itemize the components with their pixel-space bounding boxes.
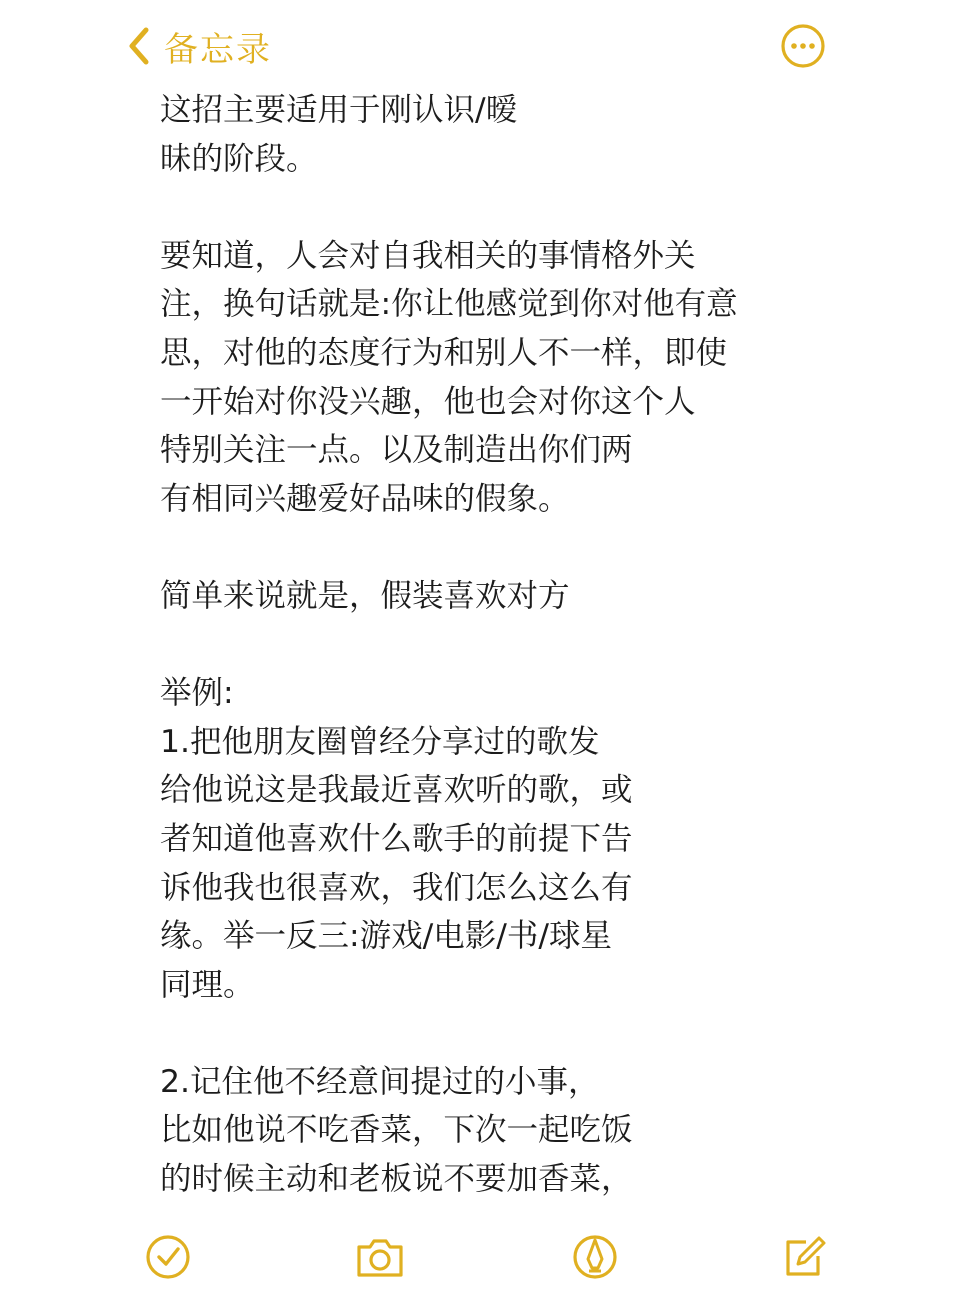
bottom-toolbar	[0, 1220, 972, 1295]
note-line: 一开始对你没兴趣，他也会对你这个人	[160, 383, 696, 420]
note-line: 简单来说就是，假装喜欢对方	[160, 577, 570, 614]
note-line: 同理。	[160, 966, 255, 1003]
blank-line	[160, 523, 820, 572]
note-line: 1.把他朋友圈曾经分享过的歌发	[160, 723, 600, 760]
more-ellipsis-icon	[780, 23, 826, 69]
checkmark-circle-icon	[141, 1230, 195, 1284]
pen-tip-circle-icon	[568, 1230, 622, 1284]
compose-button[interactable]	[776, 1230, 830, 1284]
markup-button[interactable]	[568, 1230, 622, 1284]
back-label: 备忘录	[164, 29, 272, 70]
note-line: 思，对他的态度行为和别人不一样，即使	[160, 334, 728, 371]
note-line: 特别关注一点。以及制造出你们两	[160, 432, 633, 469]
note-line: 诉他我也很喜欢，我们怎么这么有	[160, 869, 633, 906]
chevron-left-icon	[124, 24, 154, 68]
blank-line	[160, 1009, 820, 1058]
note-body[interactable]	[160, 86, 820, 1204]
compose-icon	[776, 1230, 830, 1284]
note-line: 有相同兴趣爱好品味的假象。	[160, 480, 570, 517]
note-line: 给他说这是我最近喜欢听的歌，或	[160, 772, 633, 809]
note-line: 2.记住他不经意间提过的小事，	[160, 1063, 600, 1100]
back-button[interactable]	[124, 22, 272, 70]
note-line: 要知道，人会对自我相关的事情格外关	[160, 237, 696, 274]
note-line: 比如他说不吃香菜，下次一起吃饭	[160, 1112, 633, 1149]
blank-line	[160, 621, 820, 670]
note-line: 注，换句话就是:你让他感觉到你对他有意	[160, 286, 738, 323]
more-button[interactable]	[780, 23, 826, 69]
blank-line	[160, 183, 820, 232]
camera-icon	[353, 1230, 407, 1284]
camera-button[interactable]	[353, 1230, 407, 1284]
note-line: 的时候主动和老板说不要加香菜，	[160, 1161, 633, 1198]
note-line: 昧的阶段。	[160, 140, 318, 177]
note-line: 缘。举一反三:游戏/电影/书/球星	[160, 918, 612, 955]
note-line: 者知道他喜欢什么歌手的前提下告	[160, 820, 633, 857]
checklist-button[interactable]	[141, 1230, 195, 1284]
note-line: 这招主要适用于刚认识/暧	[160, 92, 518, 128]
navigation-bar	[0, 0, 972, 92]
note-line: 举例:	[160, 675, 234, 712]
